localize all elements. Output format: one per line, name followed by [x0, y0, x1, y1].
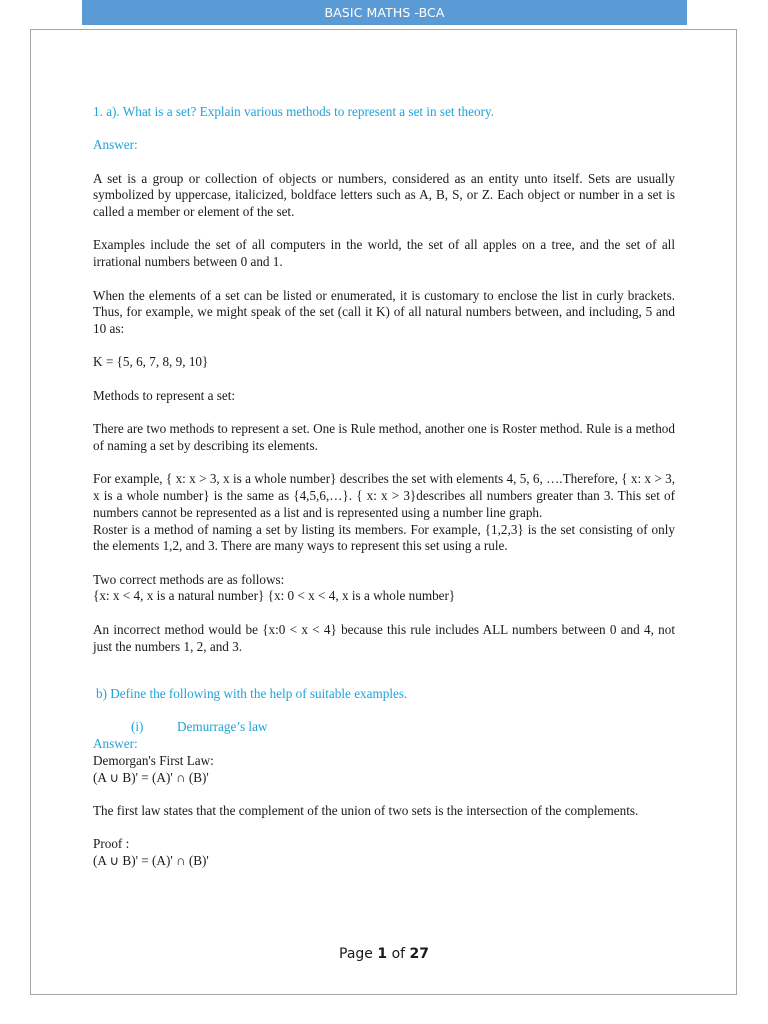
paragraph: The first law states that the complement of the union of two sets is the intersection of the complements. — [93, 802, 639, 818]
header-title: BASIC MATHS -BCA — [324, 5, 445, 20]
answer-label: Answer: — [93, 735, 138, 751]
paragraph: A set is a group or collection of objects or numbers, considered as an entity unto itself. Sets are usually symbolized by uppercase, italicized, boldface letters such as A, B, S, or Z. Each object or number in a set is called a member or element of the set. — [93, 170, 675, 220]
paragraph: For example, { x: x > 3, x is a whole number} describes the set with elements 4, 5, 6, ….Therefore, { x: x > 3, x is a whole number} is the same as {4,5,6,…}. { x: x > 3}describes all numbers greater than 3. This set of numbers cannot be represented as a list and is represented using a number line graph. — [93, 471, 675, 520]
law-title: Demorgan's First Law: — [93, 752, 214, 768]
answer-label: Answer: — [93, 137, 138, 153]
page-content — [93, 104, 675, 870]
list-label: Demurrage’s law — [177, 719, 268, 735]
proof-label: Proof : — [93, 836, 130, 852]
paragraph: There are two methods to represent a set. One is Rule method, another one is Roster method. Rule is a method of naming a set by describing its elements. — [93, 421, 675, 453]
paragraph: Methods to represent a set: — [93, 387, 236, 403]
paragraph: {x: x < 4, x is a natural number} {x: 0 < x < 4, x is a whole number} — [93, 588, 456, 604]
law-formula: (A ∪ B)' = (A)' ∩ (B)' — [93, 769, 209, 785]
document-header — [82, 0, 687, 25]
paragraph: Roster is a method of naming a set by listing its members. For example, {1,2,3} is the set consisting of only the elements 1,2, and 3. There are many ways to represent this set using a rule. — [93, 521, 675, 554]
proof-formula: (A ∪ B)' = (A)' ∩ (B)' — [93, 852, 209, 868]
list-item — [93, 719, 675, 736]
paragraph: Examples include the set of all computers in the world, the set of all apples on a tree, and the set of all irrational numbers between 0 and 1. — [93, 237, 675, 270]
question-1b: b) Define the following with the help of suitable examples. — [96, 685, 408, 701]
paragraph: An incorrect method would be {x:0 < x < 4} because this rule includes ALL numbers between 0 and 4, not just the numbers 1, 2, and 3. — [93, 621, 675, 654]
current-page-number: 1 — [377, 946, 388, 962]
set-example: K = {5, 6, 7, 8, 9, 10} — [93, 354, 209, 370]
of-word: of — [391, 946, 406, 962]
paragraph: Two correct methods are as follows: — [93, 571, 285, 587]
paragraph: When the elements of a set can be listed or enumerated, it is customary to enclose the list in curly brackets. Thus, for example, we might speak of the set (call it K) of all natural numbers between, and including, 5 and 10 as: — [93, 287, 675, 337]
page-footer — [0, 946, 768, 962]
page-word: Page — [339, 946, 373, 962]
list-number: (i) — [131, 719, 144, 735]
total-page-count: 27 — [409, 946, 429, 962]
question-1a: 1. a). What is a set? Explain various methods to represent a set in set theory. — [93, 104, 495, 119]
